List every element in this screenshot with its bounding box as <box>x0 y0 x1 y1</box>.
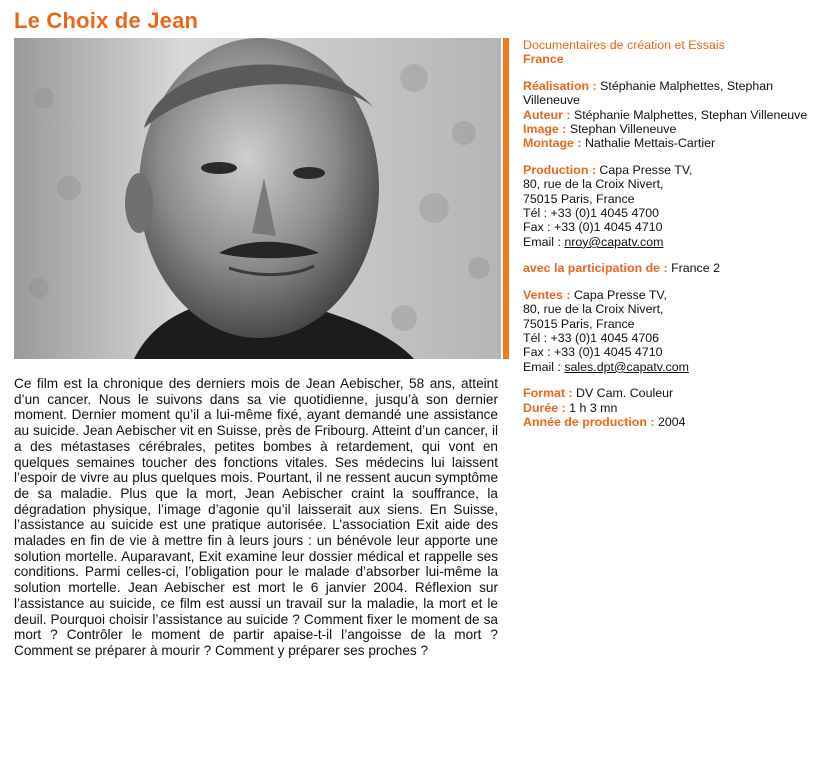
image-row <box>523 122 813 136</box>
synopsis-text: Ce film est la chronique des derniers mois de Jean Aebischer, 58 ans, atteint d’un cancer. Nous le suivons dans sa vie quotidienne, jusqu’à son dernier moment. Dernier moment qu’il a lui-même fixé, ayant demandé une assistance au suicide. Jean Aebischer vit en Suisse, près de Fribourg. Atteint d’un cancer, il a des métastases cérébrales, petites bombes à retardement, qui vont en quelques semaines toucher des fonctions vitales. Ses médecins lui laissent l’espoir de vivre au plus quelques mois. Pourtant, il ne ressent aucun symptôme de sa maladie. Plus que la mort, Jean Aebischer craint la souffrance, la dégradation physique, l’image d’agonie qu’il laisserait aux siens. En Suisse, l’assistance au suicide est une pratique autorisée. L’association Exit aide des malades en fin de vie à mettre fin à leurs jours : un bénévole leur apporte une solution mortelle. Auparavant, Exit examine leur dossier médical et rappelle ses conditions. Parmi celles-ci, l’obligation pour le malade d’absorber lui-même la solution mortelle. Jean Aebischer est mort le 6 janvier 2004. Réflexion sur l’assistance au suicide, ce film est aussi un travail sur la maladie, la mort et le deuil. Pourquoi choisir l’assistance au suicide ? Comment fixer le moment de sa mort ? Contrôler le moment de partir apaise-t-il l’angoisse de la mort ? Comment se préparer à mourir ? Comment y préparer ses proches ? <box>14 376 498 658</box>
duree-value: 1 h 3 mn <box>569 400 618 415</box>
participation-label: avec la participation de : <box>523 261 668 276</box>
production-label: Production : <box>523 162 596 177</box>
production-row <box>523 163 813 177</box>
montage-label: Montage : <box>523 136 582 151</box>
auteur-label: Auteur : <box>523 107 571 122</box>
annee-row <box>523 415 813 429</box>
ventes-fax: Fax : +33 (0)1 4045 4710 <box>523 345 663 360</box>
format-row <box>523 386 813 400</box>
format-value: DV Cam. Couleur <box>576 386 674 401</box>
page-title: Le Choix de Jean <box>14 8 199 33</box>
production-address1: 80, rue de la Croix Nivert, <box>523 177 664 192</box>
ventes-company: Capa Presse TV, <box>573 287 667 302</box>
ventes-email-link[interactable]: sales.dpt@capatv.com <box>564 359 689 374</box>
participation-row <box>523 261 813 275</box>
ventes-tel: Tél : +33 (0)1 4045 4706 <box>523 330 660 345</box>
annee-value: 2004 <box>657 414 686 429</box>
production-tel: Tél : +33 (0)1 4045 4700 <box>523 206 660 221</box>
ventes-address2: 75015 Paris, France <box>523 316 635 331</box>
realisation-value: Stéphanie Malphettes, Stephan Villeneuve <box>523 78 774 108</box>
production-company: Capa Presse TV, <box>599 162 693 177</box>
duree-row <box>523 401 813 415</box>
format-label: Format : <box>523 386 573 401</box>
category: Documentaires de création et Essais <box>523 38 725 52</box>
auteur-row <box>523 108 813 122</box>
realisation-label: Réalisation : <box>523 78 597 93</box>
country: France <box>523 52 564 67</box>
duree-label: Durée : <box>523 400 566 415</box>
ventes-address1: 80, rue de la Croix Nivert, <box>523 302 664 317</box>
participation-value: France 2 <box>671 261 720 276</box>
image-value: Stephan Villeneuve <box>569 122 677 137</box>
accent-bar <box>503 38 509 359</box>
ventes-row <box>523 288 813 302</box>
production-fax: Fax : +33 (0)1 4045 4710 <box>523 220 663 235</box>
annee-label: Année de production : <box>523 414 655 429</box>
ventes-label: Ventes : <box>523 287 571 302</box>
production-email-row <box>523 235 813 249</box>
montage-value: Nathalie Mettais-Cartier <box>584 136 716 151</box>
ventes-email-label: Email : <box>523 359 561 374</box>
auteur-value: Stéphanie Malphettes, Stephan Villeneuve <box>573 107 808 122</box>
montage-row <box>523 136 813 150</box>
portrait-photo <box>14 38 501 359</box>
realisation-row <box>523 79 813 108</box>
production-email-label: Email : <box>523 234 561 249</box>
production-address2: 75015 Paris, France <box>523 191 635 206</box>
film-details <box>523 38 813 429</box>
image-label: Image : <box>523 122 567 137</box>
production-email-link[interactable]: nroy@capatv.com <box>564 234 664 249</box>
ventes-email-row <box>523 360 813 374</box>
